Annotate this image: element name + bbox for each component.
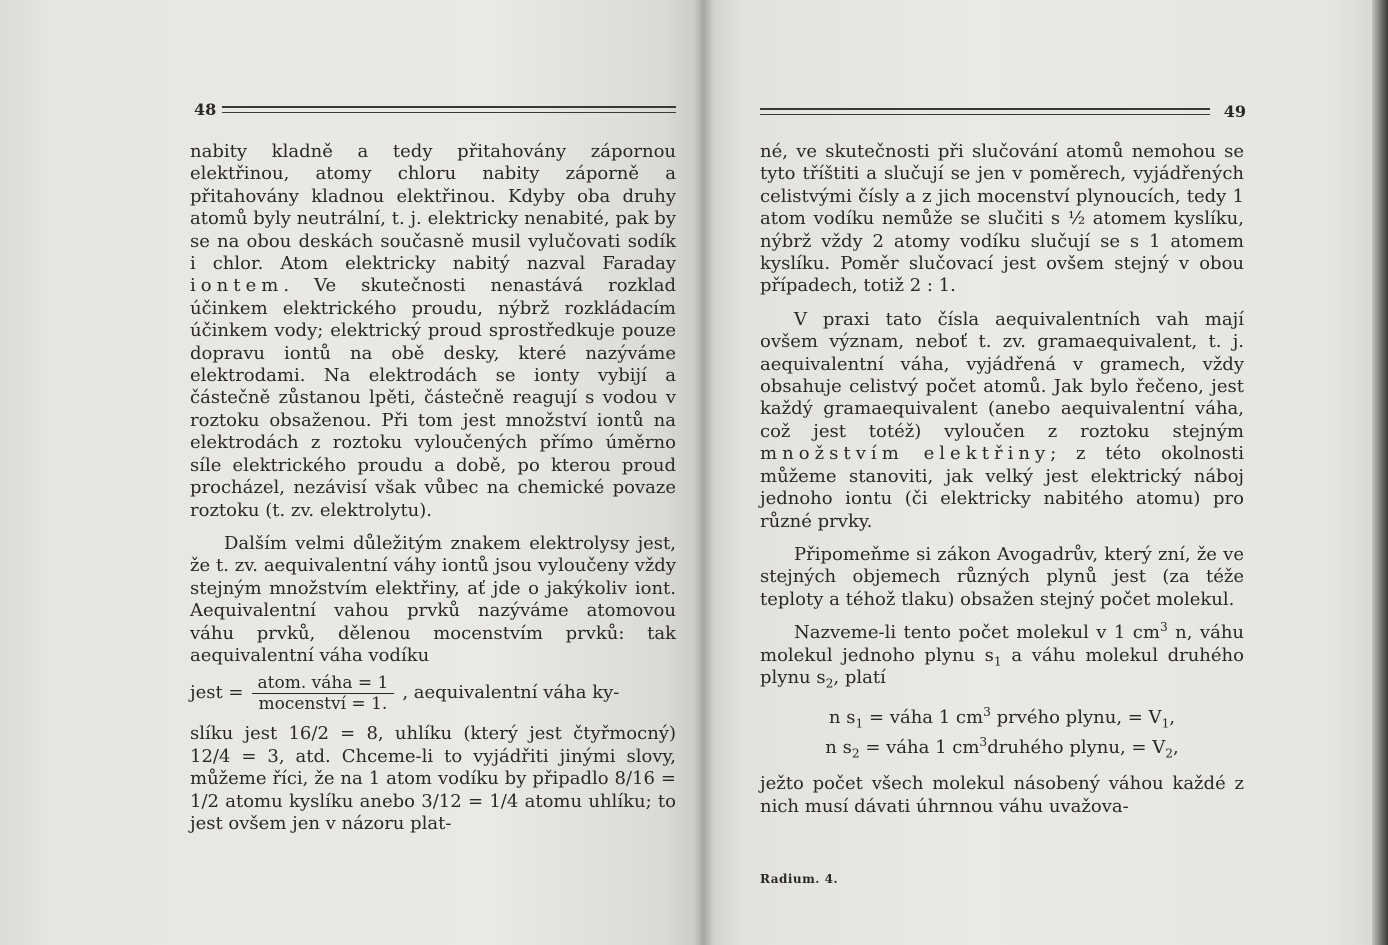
- left-text-body: [190, 141, 676, 835]
- book-gutter: [694, 0, 714, 945]
- left-paragraph-1: nabity kladně a tedy přitahovány zápornou elektřinou, atomy chloru nabity záporně a přitahovány kladnou elektřinou. Kdyby oba druhy atomů byly neutrální, t. j. elektricky nenabité, pak by se na obou deskách současně musil vylučovati sodík i chlor. Atom elektricky nabitý nazval Faraday iontem. Ve skutečnosti nenastává rozklad účinkem elektrického proudu, nýbrž rozkládacím účinkem vody; elektrický proud sprostředkuje pouze dopravu iontů na obě desky, které nazýváme elektrodami. Na elektrodách se ionty vybijí a částečně zůstanou lpěti, částečně reagují s vodou v roztoku obsaženou. Při tom jest množství iontů na elektrodách z roztoku vyloučených přímo úměrno síle elektrického proudu a době, po kterou proud procházel, nezávisí však vůbec na chemické povaze roztoku (t. zv. elektrolytu).: [190, 141, 676, 521]
- formula-suffix: , aequivalentní váha ky-: [402, 682, 620, 704]
- formula-fraction: [252, 673, 395, 714]
- fraction-8-16: 8/16: [614, 768, 655, 790]
- right-paragraph-2: V praxi tato čísla aequivalentních vah mají ovšem význam, neboť t. zv. gramaequivalent, t. j. aequivalentní váha, vyjádřená v gramech, vždy obsahuje celistvý počet atomů. Jak bylo řečeno, jest každý gramaequivalent (anebo aequivalentní váha, což jest totéž) vyloučen z roztoku stejným množstvím elektřiny; z této okolnosti můžeme stanoviti, jak velký jest elektrický náboj jednoho iontu (či elektricky nabitého atomu) pro různé prvky.: [760, 308, 1244, 532]
- term-iontem: iontem: [190, 275, 284, 297]
- formula-numerator: atom. váha = 1: [252, 673, 395, 694]
- left-running-head: [194, 100, 678, 124]
- right-paragraph-5: ježto počet všech molekul násobený váhou každé z nich musí dávati úhrnnou váhu uvažova-: [760, 773, 1244, 817]
- header-rule-right: [760, 108, 1210, 115]
- page-edge-shadow: [1372, 0, 1388, 945]
- left-paragraph-2: Dalším velmi důležitým znakem elektrolysy jest, že t. zv. aequivalentní váhy iontů jsou vyloučeny vždy stejným množstvím elektřiny, ať jde o jakýkoliv iont. Aequivalentní vahou prvků nazýváme atomovou váhu prvků, dělenou mocenstvím prvků: tak aequivalentní váha vodíku: [190, 532, 676, 666]
- right-running-head: [760, 102, 1246, 126]
- avogadro-equations: [760, 703, 1244, 763]
- right-paragraph-1: né, ve skutečnosti při slučování atomů nemohou se tyto tříštiti a slučují se jen v poměrech, vyjádřených celistvými čísly a z jich mocenství plynoucích, tedy 1 atom vodíku nemůže se slučiti s ½ atomem kyslíku, nýbrž vždy 2 atomy vodíku slučují se s 1 atomem kyslíku. Poměr slučovací jest ovšem stejný v obou případech, totiž 2 : 1.: [760, 141, 1244, 297]
- fraction-1-4: 1/4: [489, 790, 519, 812]
- equivalent-weight-formula: [190, 669, 676, 717]
- fraction-1-2: 1/2: [190, 790, 219, 812]
- right-text-body: [760, 141, 1244, 818]
- right-paragraph-3: Připomeňme si zákon Avogadrův, který zní, že ve stejných objemech různých plynů jest (za téže teploty a téhož tlaku) obsažen stejný počet molekul.: [760, 543, 1244, 610]
- fraction-3-12: 3/12: [421, 790, 462, 812]
- right-page-number: 49: [1223, 102, 1246, 121]
- header-rule: [222, 106, 676, 113]
- footer-signature: Radium. 4.: [760, 872, 839, 886]
- formula-prefix: jest =: [190, 682, 244, 704]
- term-elektriny: elektřiny: [923, 443, 1051, 465]
- right-paragraph-4: Nazveme-li tento počet molekul v 1 $cm^3$ n, váhu molekul jednoho plynu $s_1$ a váhu molekul druhého plynu $s_2$, platí: [760, 620, 1245, 691]
- formula-denominator: mocenství = 1.: [258, 693, 388, 714]
- fraction-12-4: 12/4: [190, 745, 231, 767]
- equation-1: n $s_1$ = váha 1 $cm^3$ prvého plynu, = $V_1$,: [828, 705, 1176, 731]
- equation-2: n $s_2$ = váha 1 $cm^3druhého$ plynu, = $V_2$,: [825, 735, 1179, 761]
- fraction-16-2: 16/2: [288, 723, 329, 745]
- term-mnozstvim: množstvím: [760, 443, 904, 465]
- left-page-number: 48: [194, 100, 217, 119]
- left-paragraph-3: slíku jest 16/2 = 8, uhlíku (který jest čtyřmocný) 12/4 = 3, atd. Chceme-li to vyjádřiti jinými slovy, můžeme říci, že na 1 atom vodíku by připadlo 8/16 = 1/2 atomu kyslíku anebo 3/12 = 1/4 atomu uhlíku; to jest ovšem jen v názoru plat-: [190, 723, 677, 834]
